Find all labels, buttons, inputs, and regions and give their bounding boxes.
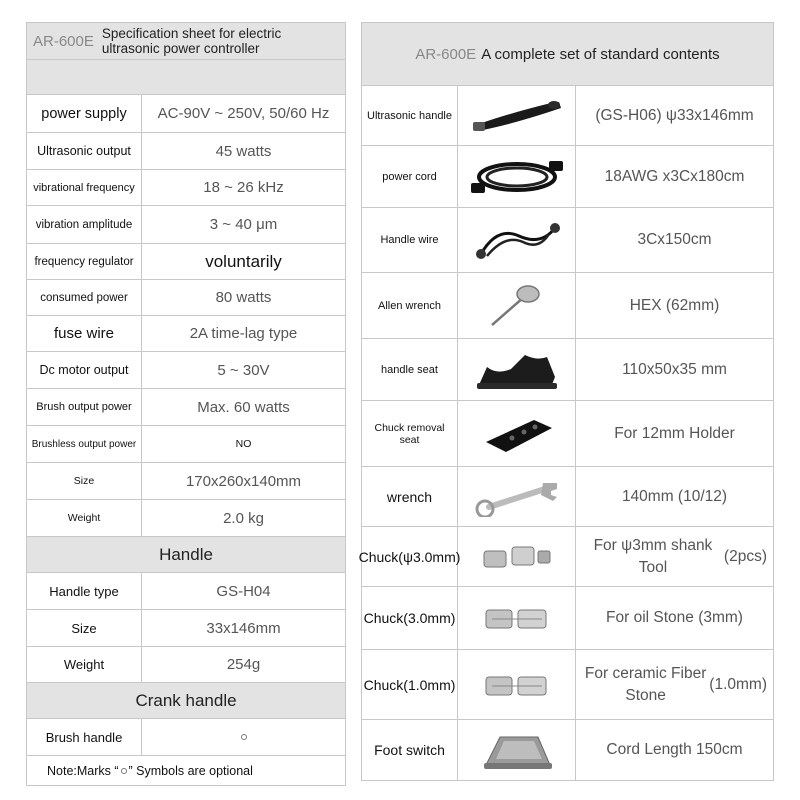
- contents-row: [362, 86, 773, 146]
- crank-row: [27, 719, 345, 755]
- item-name-line1: Chuck: [363, 676, 404, 693]
- spec-header: [26, 22, 346, 60]
- spec-row: [27, 352, 345, 389]
- handle-label: Handle type: [27, 573, 142, 609]
- contents-table: [358, 86, 774, 781]
- item-name: [362, 650, 458, 719]
- spec-label: frequency regulator: [27, 244, 142, 279]
- spec-value: 5 ~ 30V: [217, 361, 270, 379]
- optional-marker: [142, 719, 345, 755]
- item-name: Allen wrench: [362, 273, 458, 338]
- chuck-icon: [458, 587, 576, 649]
- spec-label: fuse wire: [27, 316, 142, 351]
- ultrasonic-handle-icon: [458, 86, 576, 145]
- spec-label: vibration amplitude: [27, 206, 142, 243]
- item-name: [358, 527, 461, 586]
- handle-value: GS-H04: [216, 582, 271, 600]
- item-desc: For 12mm Holder: [614, 424, 735, 442]
- spec-row: [27, 206, 345, 244]
- item-desc: [576, 527, 773, 586]
- optional-dot-icon: [241, 734, 247, 740]
- spec-value: 170x260x140mm: [185, 472, 302, 490]
- spec-label: Weight: [27, 500, 142, 536]
- item-desc-line1: For ψ3mm shank Tool: [593, 536, 713, 576]
- item-desc: 140mm (10/12): [621, 487, 728, 505]
- spec-value: 2A time-lag type: [189, 325, 298, 342]
- spec-label: Dc motor output: [27, 352, 142, 388]
- spec-value: Max. 60 watts: [197, 398, 290, 416]
- item-name-line2: (3.0mm): [403, 610, 456, 626]
- wrench-icon: [458, 467, 576, 526]
- item-desc: 3Cx150cm: [637, 231, 712, 248]
- handle-value: 33x146mm: [206, 619, 281, 637]
- power-cord-icon: [458, 146, 576, 207]
- spec-row: [27, 133, 345, 170]
- contents-row: [362, 401, 773, 467]
- item-desc: HEX (62mm): [629, 296, 720, 314]
- spec-value: voluntarily: [205, 251, 282, 271]
- contents-title: A complete set of standard contents: [481, 45, 720, 63]
- spec-value: 45 watts: [215, 142, 272, 160]
- item-name: wrench: [362, 467, 458, 526]
- contents-row: [362, 720, 773, 780]
- spec-label: Brushless output power: [27, 426, 142, 462]
- handle-seat-icon: [458, 339, 576, 400]
- contents-model: AR-600E: [415, 45, 477, 63]
- allen-wrench-icon: [458, 273, 576, 338]
- spec-title: [102, 26, 281, 56]
- spec-row: [27, 170, 345, 206]
- spec-label: consumed power: [27, 280, 142, 315]
- contents-row: [362, 208, 773, 273]
- spec-title-line2: ultrasonic power controller: [101, 41, 260, 56]
- item-desc-line1: For ceramic Fiber Stone: [584, 664, 707, 704]
- item-name-line1: Chuck: [358, 548, 399, 565]
- crank-section-title: Crank handle: [26, 683, 346, 719]
- item-name-line2: (ψ3.0mm): [398, 548, 461, 565]
- item-desc: 110x50x35 mm: [622, 360, 727, 378]
- brush-handle-label: Brush handle: [27, 719, 142, 755]
- note-suffix: ” Symbols are optional: [128, 763, 253, 778]
- item-desc: [576, 650, 773, 719]
- contents-row: [358, 527, 773, 587]
- crank-table: [26, 719, 346, 756]
- handle-row: [27, 647, 345, 682]
- contents-row: [362, 146, 773, 208]
- item-name: Foot switch: [362, 720, 458, 780]
- optional-note: [26, 756, 346, 786]
- spec-value: AC-90V ~ 250V, 50/60 Hz: [157, 105, 330, 122]
- chuck-icon: [458, 650, 576, 719]
- handle-label: Weight: [27, 647, 142, 682]
- spec-row: [27, 389, 345, 426]
- contents-header: [361, 22, 774, 86]
- spec-row: [27, 463, 345, 500]
- spec-title-line1: Specification sheet for electric: [101, 26, 282, 41]
- spec-value: 2.0 kg: [223, 509, 264, 527]
- spec-label: power supply: [27, 95, 142, 132]
- spec-value: 18 ~ 26 kHz: [203, 179, 284, 196]
- contents-row: [362, 339, 773, 401]
- spec-label: Ultrasonic output: [27, 133, 142, 169]
- handle-wire-icon: [458, 208, 576, 272]
- item-name: Chuck removal seat: [362, 401, 458, 466]
- optional-dot-icon: [121, 768, 127, 774]
- contents-row: [362, 650, 773, 720]
- chuck-icon: [458, 527, 576, 586]
- chuck-removal-seat-icon: [458, 401, 576, 466]
- spec-value: NO: [235, 438, 252, 450]
- spec-value: 80 watts: [215, 289, 272, 306]
- handle-row: [27, 610, 345, 647]
- spec-label: vibrational frequency: [27, 170, 142, 205]
- contents-row: [362, 273, 773, 339]
- handle-label: Size: [27, 610, 142, 646]
- item-desc: Cord Length 150cm: [606, 741, 743, 758]
- item-name-line2: (1.0mm): [403, 676, 456, 693]
- item-name: Ultrasonic handle: [362, 86, 458, 145]
- contents-row: [362, 467, 773, 527]
- spec-table: [26, 95, 346, 537]
- handle-table: [26, 573, 346, 683]
- item-desc-line2: (1.0mm): [709, 675, 767, 693]
- spec-row: [27, 95, 345, 133]
- spec-blank-band: [26, 60, 346, 95]
- note-prefix: Note:Marks “: [47, 763, 119, 778]
- item-desc: 18AWG x3Cx180cm: [604, 167, 745, 185]
- contents-row: [362, 587, 773, 650]
- spec-row: [27, 316, 345, 352]
- item-name-line1: Chuck: [363, 610, 404, 626]
- spec-row: [27, 244, 345, 280]
- item-name: handle seat: [362, 339, 458, 400]
- spec-label: Brush output power: [27, 389, 142, 425]
- spec-row: [27, 280, 345, 316]
- spec-row: [27, 500, 345, 536]
- spec-model: AR-600E: [33, 32, 94, 50]
- spec-sheet: [26, 22, 346, 786]
- item-name: [362, 587, 458, 649]
- handle-section-title: Handle: [26, 537, 346, 573]
- item-desc: (GS-H06) ψ33x146mm: [595, 106, 754, 124]
- spec-label: Size: [27, 463, 142, 499]
- foot-switch-icon: [458, 720, 576, 780]
- item-desc-line2: (2pcs): [723, 547, 767, 565]
- item-name: power cord: [362, 146, 458, 207]
- contents-sheet: [358, 22, 774, 781]
- item-desc: For oil Stone (3mm): [606, 609, 743, 626]
- handle-row: [27, 573, 345, 610]
- handle-value: 254g: [226, 656, 261, 673]
- item-name: Handle wire: [362, 208, 458, 272]
- spec-value: 3 ~ 40 μm: [209, 216, 278, 233]
- spec-row: [27, 426, 345, 463]
